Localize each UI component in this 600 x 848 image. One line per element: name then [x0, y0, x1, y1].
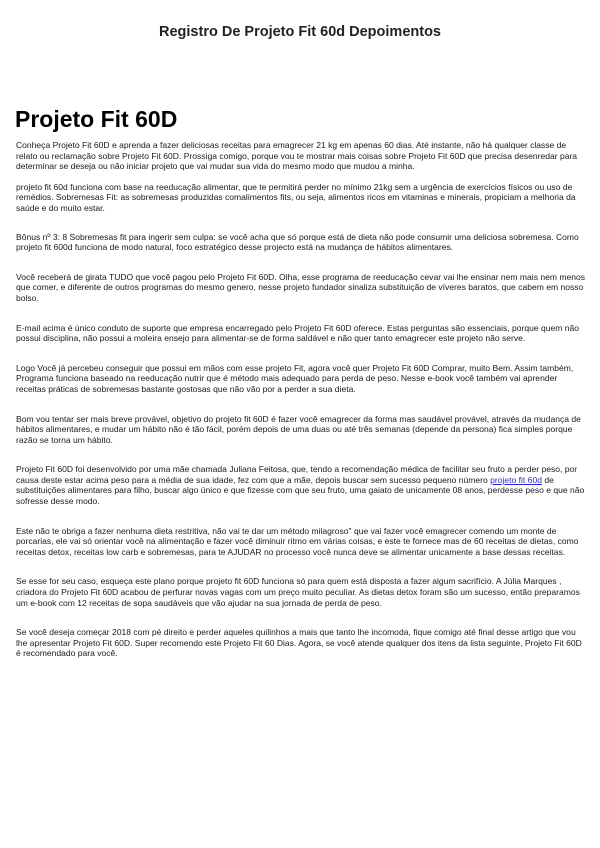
paragraph-11: Se você deseja começar 2018 com pé direito e perder aqueles quilinhos a mais que tanto lhe incomoda, fique comigo até final desse artigo que vou lhe apresentar Projeto Fit 60D. Super recomendo este Projeto Fit 60 Dias. Agora, se você atende qualquer dos itens da lista seguinte, Projeto Fit 60D é recomendado para você.: [16, 627, 582, 659]
paragraph-1: Conheça Projeto Fit 60D e aprenda a fazer deliciosas receitas para emagrecer 21 kg em apenas 60 dias. Até instante, não há qualquer classe de relato ou reclamação sobre Projeto Fit 60D. Prossiga comigo, porque vou te mostrar mais coisas sobre Projeto Fit 60D que precisa desenredar para determinar se deseja ou não iniciar projeto que vai mudar sua vida do mesmo modo que mudou a minha.: [16, 140, 578, 172]
page-title: Projeto Fit 60D: [15, 106, 178, 132]
paragraph-2: projeto fit 60d funciona com base na reeducação alimentar, que te permitirá perder no mínimo 21kg sem a urgência de exercícios físicos ou uso de remédios. Sobremesas Fit: as sobremesas produzidas comalimentos fits, ou seja, alimentos ricos em vitaminas e minerais, propiciam a melhoria da saúde e do muito estar.: [16, 181, 576, 213]
document-header: Registro De Projeto Fit 60d Depoimentos: [159, 24, 441, 40]
projeto-fit-60d-link[interactable]: projeto fit 60d: [490, 474, 542, 485]
paragraph-6: Logo Você já percebeu conseguir que possui em mãos com esse projeto Fit, agora você quer Projeto Fit 60D Comprar, muito Bem. Assim também, Programa funciona baseado na reeducação nutrir que é método mais adequado para perda de peso. Nesse e-book você também vai aprender receitas práticas de sobremesas bastante gostosas que não vão por a perder a sua dieta.: [16, 362, 574, 394]
paragraph-7: Bom vou tentar ser mais breve provável, objetivo do projeto fit 60D é fazer você emagrecer da forma mas saudável provável, através da mudança de hábitos alimentares, e mudar um hábito não é tão fácil, porém depois de uma duas ou até três semanas (depende da persona) fica simples porque razão se torna um hábito.: [16, 413, 581, 445]
paragraph-4: Você receberá de girata TUDO que você pagou pelo Projeto Fit 60D. Olha, esse programa de reeducação cevar vai lhe ensinar nem mais nem menos que comer, e diferente de outros programas do mesmo genero, nesse projeto fundador sinaliza substituição de víveres baratos, que cabem em nosso bolso.: [16, 271, 585, 303]
paragraph-3: Bônus nº 3: 8 Sobremesas fit para ingerir sem culpa: se você acha que só porque está de dieta não pode consumir uma deliciosa sobremesa. Como projeto fit 600d funciona de modo natural, foco estratégico desse projecto está na mudança de hábitos alimentares.: [16, 231, 579, 253]
paragraph-9: Este não te obriga a fazer nenhuma dieta restritiva, não vai te dar um método milagroso" que vai fazer você emagrecer comendo um monte de porcarias, ele vai só orientar você na alimentação e fazer você diminuir ritmo em várias coisas, e este te fornece mas de 60 receitas de dietas, como receitas detox, receitas low carb e sobremesas, para te AJUDAR no processo você nunca deve se alimentar unicamente a base dessas receitas.: [16, 525, 579, 557]
paragraph-8: [16, 464, 586, 506]
paragraph-8-text-start: Projeto Fit 60D foi desenvolvido por uma mãe chamada Juliana Feitosa, que, tendo a recomendação médica de facilitar seu fruto a perder peso, por causa deste estar acima peso para a média de sua idade, fez com que a mãe, depois buscar sem sucesso pequeno número: [16, 464, 578, 485]
paragraph-10: Se esse for seu caso, esqueça este plano porque projeto fit 60D funciona só para quem está disposta a fazer algum sacrifício. A Júlia Marques , criadora do Projeto Fit 60D acabou de perfurar novas vagas com um preço muito peculiar. As dietas detox foram são um sucesso, então preparamos um e-book com 12 receitas de sopa saudáveis que vão ajudar na sua jornada de perda de peso.: [16, 576, 580, 608]
paragraph-8-text-end: de substituições alimentares para filho, buscar algo único e que fizesse com que seu fruto, uma gaiato de unicamente 08 anos, perdesse peso e que não sofresse desse modo.: [16, 474, 585, 507]
paragraph-5: E-mail acima é único conduto de suporte que empresa encarregado pelo Projeto Fit 60D oferece. Estas perguntas são essenciais, porque quem não possui disciplina, não possui a moleira ensejo para alimentar-se de forma saldável e não quer tanto emagrecer este projeto não serve.: [16, 322, 580, 344]
article-body: [16, 140, 586, 659]
